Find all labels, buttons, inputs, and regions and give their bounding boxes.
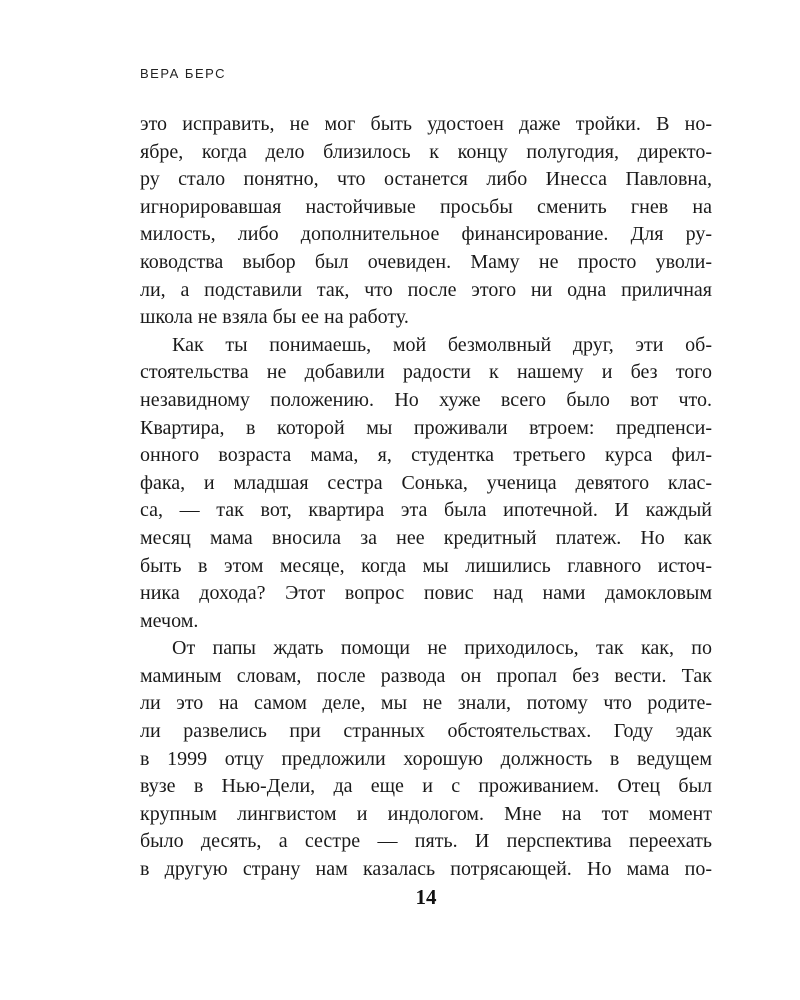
text-line: ководства выбор был очевиден. Маму не просто уволи- bbox=[140, 250, 712, 273]
text-line: ябре, когда дело близилось к концу полугодия, директо- bbox=[140, 140, 712, 163]
text-line: милость, либо дополнительное финансирование. Для ру- bbox=[140, 223, 712, 246]
text-line: ли развелись при странных обстоятельствах. Году эдак bbox=[140, 720, 712, 743]
text-line: быть в этом месяце, когда мы лишились главного источ- bbox=[140, 554, 712, 577]
text-line: незавидному положению. Но хуже всего было вот что. bbox=[140, 388, 712, 411]
text-line: фака, и младшая сестра Сонька, ученица девятого клас- bbox=[140, 471, 712, 494]
text-line: в 1999 отцу предложили хорошую должность в ведущем bbox=[140, 747, 712, 770]
running-head: ВЕРА БЕРС bbox=[140, 66, 227, 81]
text-line: это исправить, не мог быть удостоен даже тройки. В но- bbox=[140, 113, 712, 135]
text-line: ли это на самом деле, мы не знали, потому что родите- bbox=[140, 692, 712, 715]
text-line: маминым словам, после развода он пропал без вести. Так bbox=[140, 664, 712, 687]
body-text bbox=[140, 111, 712, 884]
text-line: игнорировавшая настойчивые просьбы сменить гнев на bbox=[140, 195, 712, 218]
text-line: вузе в Нью-Дели, да еще и с проживанием. Отец был bbox=[140, 775, 712, 798]
text-line: Квартира, в которой мы проживали втроем: предпенси- bbox=[140, 416, 712, 439]
text-line: онного возраста мама, я, студентка третьего курса фил- bbox=[140, 444, 712, 467]
text-line: месяц мама вносила за нее кредитный платеж. Но как bbox=[140, 526, 712, 549]
text-line: От папы ждать помощи не приходилось, так как, по bbox=[172, 637, 712, 660]
text-line: мечом. bbox=[140, 609, 199, 632]
text-line: ру стало понятно, что останется либо Инесса Павловна, bbox=[140, 168, 712, 191]
text-line: школа не взяла бы ее на работу. bbox=[140, 306, 409, 329]
text-line: стоятельства не добавили радости к нашему и без того bbox=[140, 361, 712, 384]
text-line: крупным лингвистом и индологом. Мне на тот момент bbox=[140, 802, 712, 825]
text-line: ли, а подставили так, что после этого ни одна приличная bbox=[140, 278, 712, 301]
text-line: са, — так вот, квартира эта была ипотечной. И каждый bbox=[140, 499, 712, 522]
text-line: ника дохода? Этот вопрос повис над нами дамокловым bbox=[140, 582, 712, 605]
page-number: 14 bbox=[415, 885, 437, 909]
text-line: в другую страну нам казалась потрясающей. Но мама по- bbox=[140, 858, 712, 881]
text-line: Как ты понимаешь, мой безмолвный друг, эти об- bbox=[172, 333, 712, 356]
text-line: было десять, а сестре — пять. И перспектива переехать bbox=[140, 830, 712, 853]
